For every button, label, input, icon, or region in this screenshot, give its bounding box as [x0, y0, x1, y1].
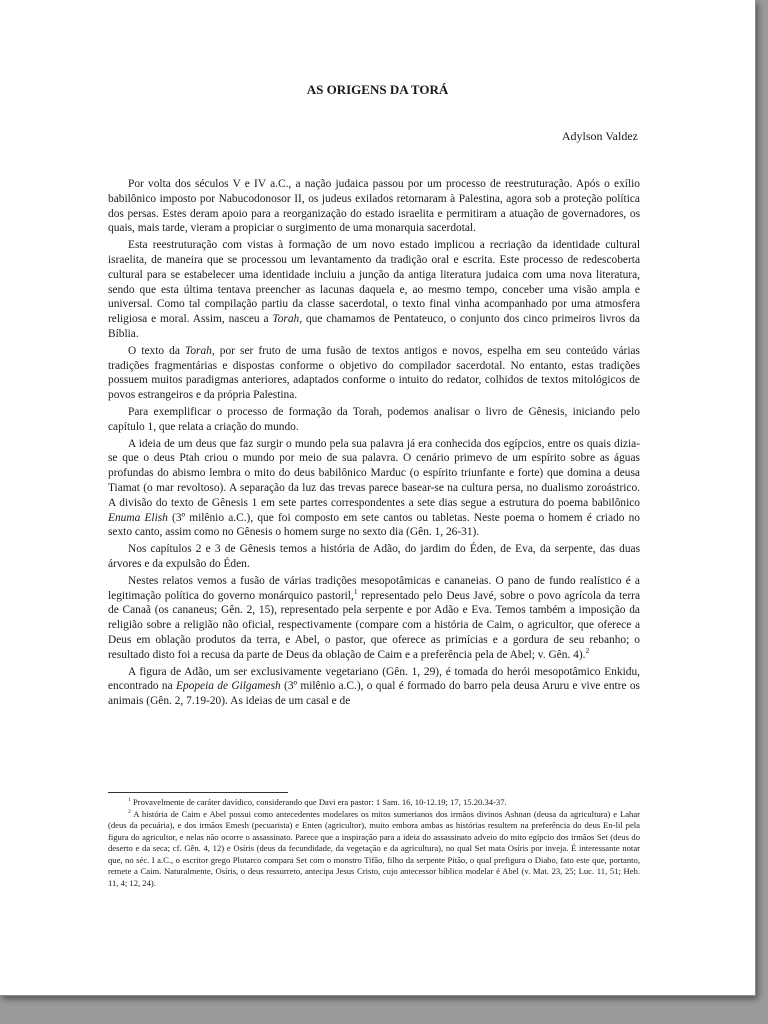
body-text	[108, 177, 640, 709]
footnote-marker: 1	[353, 586, 358, 596]
italic-text: Epopeia de Gilgamesh	[176, 680, 281, 693]
footnote-marker: 1	[128, 797, 131, 804]
text-run: Provavelmente de caráter davídico, considerando que Davi era pastor: 1 Sam. 16, 10-12.19; 17, 15.20.34-37.	[130, 797, 507, 807]
text-run: (3º milênio a.C.), que foi composto em sete cantos ou tabletas. Neste poema o homem é criado no sexto canto, assim como no Gênesis o homem surge no sexto dia (Gên. 1, 26-31).	[108, 511, 640, 539]
footnote-marker: 2	[585, 645, 590, 655]
text-run: A ideia de um deus que faz surgir o mundo pela sua palavra já era conhecida dos egípcios, entre os quais dizia-se que o deus Ptah criou o mundo por meio de sua palavra. O cenário primevo de um espírito sobre as águas profundas do abismo lembra o mito do deus babilônico Marduc (o espírito triunfante e forte) que domina a deusa Tiamat (o mar revoltoso). A separação da luz das trevas parece basear-se na cultura persa, no dualismo zoroástrico. A divisão do texto de Gênesis 1 em sete partes correspondentes a sete dias segue a estrutura do poema babilônico	[108, 437, 640, 509]
document-title: AS ORIGENS DA TORÁ	[306, 82, 449, 97]
text-run: Esta reestruturação com vistas à formação de um novo estado implicou a recriação da identidade cultural israelita, de maneira que se processou um levantamento da tradição oral e escrita. Este processo de redescoberta cultural para se estabelecer uma identidade incluiu a junção da antiga literatura judaica com uma nova literatura, sendo que esta última tentava preencher as lacunas daquela e, ao mesmo tempo, conceber uma visão ampla e universal. Como tal compilação partiu da classe sacerdotal, o texto final vinha acompanhado por uma atmosfera religiosa e moral. Assim, nasceu a	[108, 239, 640, 326]
footnotes	[108, 797, 640, 889]
footnote	[108, 797, 640, 809]
author-name: Adylson Valdez	[561, 129, 638, 143]
paragraph	[108, 437, 640, 541]
paragraph	[108, 344, 640, 403]
footnote-marker: 2	[128, 808, 131, 815]
italic-text: Torah	[185, 344, 212, 357]
paragraph	[108, 574, 640, 663]
paragraph	[108, 405, 640, 435]
text-run: Para exemplificar o processo de formação da Torah, podemos analisar o livro de Gênesis, iniciando pelo capítulo 1, que relata a criação do mundo.	[108, 405, 640, 433]
text-run: , por ser fruto de uma fusão de textos antigos e novos, espelha em seu conteúdo várias tradições fragmentárias e dispostas conforme o objetivo do compilador sacerdotal. No entanto, estas tradições possuem muitos paradigmas anteriores, adaptados conforme o intuito do redator, colhidos de textos mitológicos de povos estrangeiros e da própria Palestina.	[108, 344, 640, 402]
footnote	[108, 809, 640, 890]
italic-text: Enuma Elish	[108, 511, 168, 524]
text-run: representado pelo Deus Javé, sobre o povo agrícola da terra de Canaã (os cananeus; Gên. 2, 15), representado pela serpente e por Adão e Eva. Temos também a imposição da religião sobre a religião não oficial, respectivamente (compare com a história de Caim, o agricultor, que oferece a Deus em oblação produtos da terra, e Abel, o pastor, que oferece as primícias e a gordura de seu rebanho; o resultado disto foi a recusa da parte de Deus da oblação de Caim e a preferência pela de Abel; v. Gên. 4).	[108, 589, 641, 661]
text-run: (3º milênio a.C.), o qual é formado do barro pela deusa Aruru e vive entre os animais (Gên. 2, 7.19-20). As ideias de um casal e de	[108, 680, 640, 708]
text-run: Nos capítulos 2 e 3 de Gênesis temos a história de Adão, do jardim do Éden, de Eva, da serpente, das duas árvores e da expulsão do Éden.	[108, 543, 640, 570]
paragraph	[108, 177, 640, 236]
text-run: A figura de Adão, um ser exclusivamente vegetariano (Gên. 1, 29), é tomada do herói mesopotâmico Enkidu, encontrado na	[108, 665, 640, 693]
paragraph	[108, 238, 640, 342]
paragraph	[108, 665, 640, 709]
italic-text: Torah	[272, 313, 300, 326]
text-run: , que chamamos de Pentateuco, o conjunto dos cinco primeiros livros da Bíblia.	[108, 313, 640, 340]
text-run: Por volta dos séculos V e IV a.C., a nação judaica passou por um processo de reestruturação. Após o exílio babilônico imposto por Nabucodonosor II, os judeus exilados retornaram à Palestina, agora sob a proteção política dos persas. Estes deram apoio para a reorganização do estado israelita e permitiram a atuação de governadores, os quais, mais tarde, vieram a propiciar o surgimento de uma monarquia sacerdotal.	[108, 178, 640, 235]
paragraph	[108, 542, 640, 572]
text-run: Nestes relatos vemos a fusão de várias tradições mesopotâmicas e cananeias. O pano de fundo realístico é a legitimação política do governo monárquico pastoril,	[108, 574, 640, 602]
footnote-separator	[108, 792, 288, 793]
text-run: A história de Caim e Abel possui como antecedentes modelares os mitos sumerianos dos irmãos divinos Ashnan (deusa da agricultura) e Lahar (deus da pecuária), e dos irmãos Emesh (pecuarista) e Enten (agricultor), muito embora ambas as histórias resultem na preferência do deus En-lil pela figura do agricultor, e nelas não ocorre o assassinato. Parece que a inspiração para a ideia do assassinato adveio do mito egípcio dos irmãos Set (deus do deserto e da seca; cf. Gên. 4, 12) e Osíris (deus da fecundidade, da vegetação e da agricultura), no qual Set mata Osíris por inveja. É interessante notar que, no séc. I a.C., o escritor grego Plutarco compara Set com o monstro Tifão, filho da serpente Pitão, o qual prefigura o Diabo, fato este que, portanto, remete a Caim. Naturalmente, Osíris, o deus ressurreto, antecipa Jesus Cristo, cujo antecessor bíblico modelar é Abel (v. Mat. 23, 25; Luc. 11, 51; Heb. 11, 4; 12, 24).	[108, 808, 640, 888]
text-run: O texto da	[128, 344, 186, 357]
